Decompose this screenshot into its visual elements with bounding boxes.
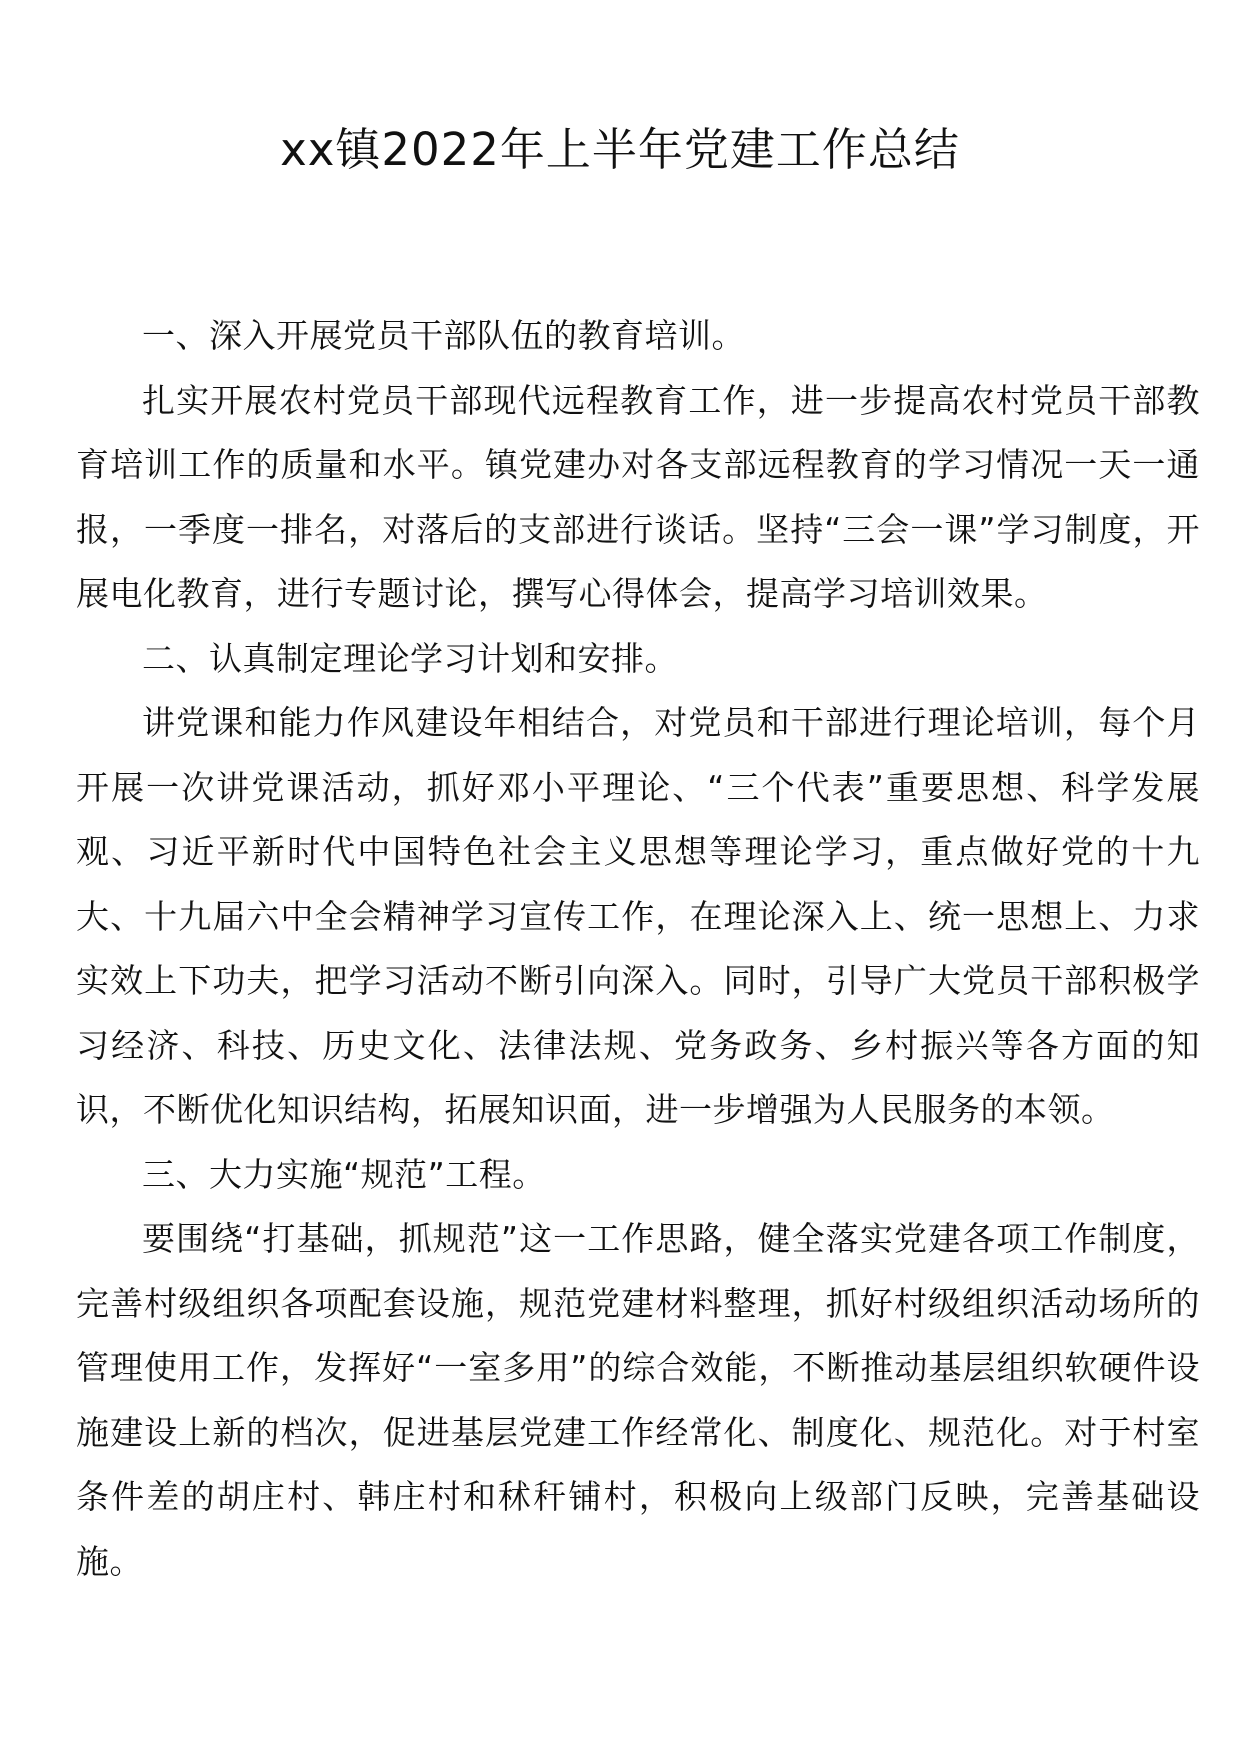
section-paragraph-2: 讲党课和能力作风建设年相结合，对党员和干部进行理论培训，每个月开展一次讲党课活动，抓好邓小平理论、“三个代表”重要思想、科学发展观、习近平新时代中国特色社会主义思想等理论学习，重点做好党的十九大、十九届六中全会精神学习宣传工作，在理论深入上、统一思想上、力求实效上下功夫，把学习活动不断引向深入。同时，引导广大党员干部积极学习经济、科技、历史文化、法律法规、党务政务、乡村振兴等各方面的知识，不断优化知识结构，拓展知识面，进一步增强为人民服务的本领。: [76, 703, 1200, 1129]
section-heading-3: 三、大力实施“规范”工程。: [142, 1154, 546, 1194]
document-title: xx镇2022年上半年党建工作总结: [280, 123, 960, 176]
section-heading-1: 一、深入开展党员干部队伍的教育培训。: [142, 316, 745, 355]
document-body: [76, 304, 1200, 1594]
section-paragraph-3: 要围绕“打基础，抓规范”这一工作思路，健全落实党建各项工作制度，完善村级组织各项配套设施，规范党建材料整理，抓好村级组织活动场所的管理使用工作，发挥好“一室多用”的综合效能，不断推动基层组织软硬件设施建设上新的档次，促进基层党建工作经常化、制度化、规范化。对于村室条件差的胡庄村、韩庄村和秫秆铺村，积极向上级部门反映，完善基础设施。: [76, 1219, 1200, 1581]
section-heading-2: 二、认真制定理论学习计划和安排。: [142, 638, 678, 678]
section-paragraph-1: 扎实开展农村党员干部现代远程教育工作，进一步提高农村党员干部教育培训工作的质量和水平。镇党建办对各支部远程教育的学习情况一天一通报，一季度一排名，对落后的支部进行谈话。坚持“三会一课”学习制度，开展电化教育，进行专题讨论，撰写心得体会，提高学习培训效果。: [76, 380, 1200, 613]
